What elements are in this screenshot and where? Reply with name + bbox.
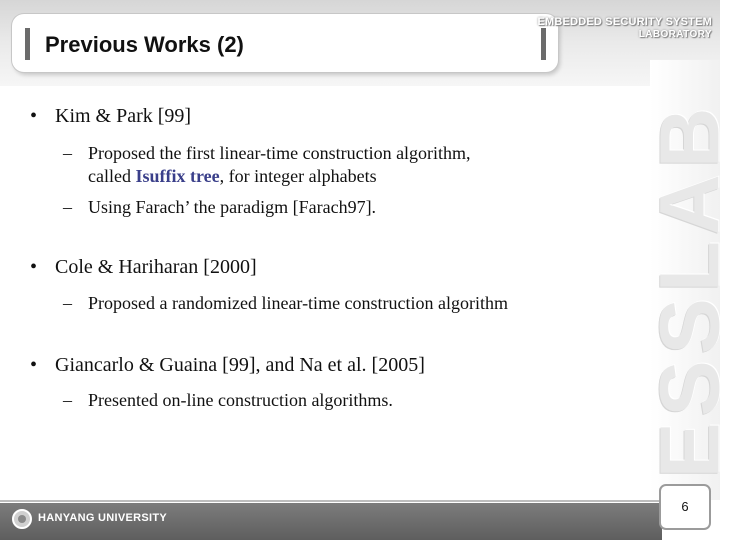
highlighted-term: Isuffix tree [135,166,220,186]
title-bar-left-decoration [25,28,30,60]
esslab-watermark: ESSLAB [642,101,737,479]
bullet-item [30,104,630,128]
sub-bullet-item [63,196,630,219]
bullet-dot-icon: • [30,256,38,278]
slide-content [30,96,630,412]
sub-bullet-list [30,389,630,412]
sub-bullet-item [63,389,630,412]
sub-bullet-text: , for integer alphabets [219,166,377,186]
lab-logo-text [537,16,712,40]
university-logo-icon [12,509,32,529]
dash-bullet-icon: – [63,197,72,217]
sub-bullet-item [63,142,630,188]
sub-bullet-text: Proposed the first linear-time construction algorithm, [88,143,471,163]
footer-divider [0,500,662,502]
sub-bullet-list [30,292,630,315]
bullet-dot-icon: • [30,105,38,127]
bullet-text: Kim & Park [99] [55,105,192,127]
bullet-text: Giancarlo & Guaina [99], and Na et al. [2005] [55,354,425,376]
bullet-item [30,353,630,377]
dash-bullet-icon: – [63,390,72,410]
sub-bullet-list [30,142,630,219]
sub-bullet-text: Using Farach’ the paradigm [Farach97]. [88,197,377,217]
sub-bullet-text: Presented on-line construction algorithms. [88,390,393,410]
university-name: HANYANG UNIVERSITY [38,512,168,524]
bullet-dot-icon: • [30,354,38,376]
bullet-item [30,255,630,279]
dash-bullet-icon: – [63,293,72,313]
page-number: 6 [681,499,689,514]
lab-name-line2: LABORATORY [638,29,712,40]
slide-title: Previous Works (2) [45,32,244,57]
lab-name-line1: EMBEDDED SECURITY SYSTEM [537,16,712,28]
page-number-box [659,484,711,530]
bullet-text: Cole & Hariharan [2000] [55,256,257,278]
sub-bullet-text: called [88,166,136,186]
sub-bullet-item [63,292,630,315]
dash-bullet-icon: – [63,143,72,163]
sub-bullet-text: Proposed a randomized linear-time construction algorithm [88,293,509,313]
title-box [12,14,558,72]
